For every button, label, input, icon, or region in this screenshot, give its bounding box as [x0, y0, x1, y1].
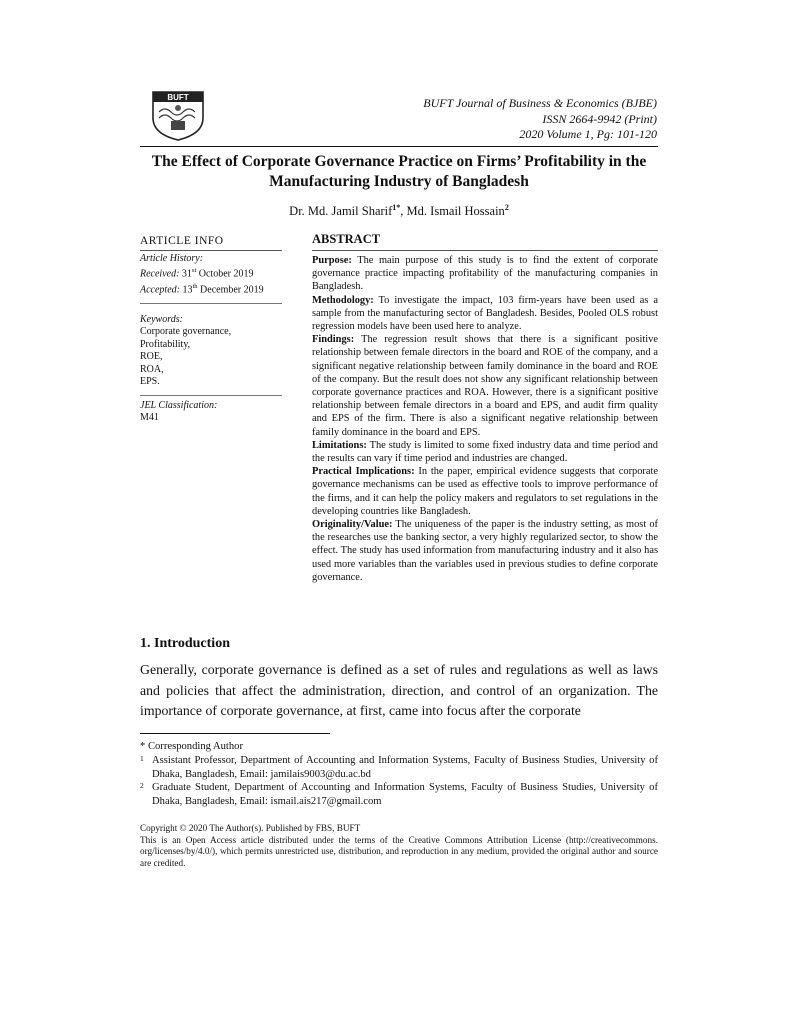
introduction-paragraph: Generally, corporate governance is defined as a set of rules and regulations as well as laws and policies that affect the administration, direction, and control of an organization. The importance of corporate governance, at first, came into focus after the corporate: [140, 662, 658, 718]
keyword-item: ROE,: [140, 351, 163, 363]
jel-label: JEL Classification:: [140, 399, 218, 411]
footnote-divider: [140, 733, 330, 734]
author-2-marker: 2: [504, 203, 509, 212]
copyright-notice: [140, 823, 658, 869]
author-separator: ,: [400, 204, 407, 219]
section-heading-introduction: 1. Introduction: [140, 636, 230, 651]
footnotes: [140, 740, 658, 809]
abstract-limitations: Limitations: The study is limited to some fixed industry data and time period and the results can vary if time period and industries are changed.: [312, 439, 658, 465]
abstract-findings: Findings: The regression result shows that there is a significant positive relationship between female directors in the board and ROE of the company, and a significant negative relationship between family dominance in the board and ROE of the company. But the result does not show any significant relationship between corporate governance practices and ROA. However, there is a significant positive relationship between female directors in a board and EPS, and audit firm quality and EPS of the firm. There is also a significant negative relationship between family dominance in the board and EPS.: [312, 334, 658, 438]
received-date: Received: 31st October 2019: [140, 267, 254, 280]
author-2-name: Md. Ismail Hossain: [406, 204, 505, 219]
abstract-heading: ABSTRACT: [312, 232, 658, 251]
footnote-corresponding: * Corresponding Author: [140, 741, 243, 752]
keyword-item: Profitability,: [140, 338, 191, 350]
abstract-purpose: Purpose: The main purpose of this study is to find the extent of corporate governance practice impacting profitability of the manufacturing companies in Bangladesh.: [312, 255, 658, 293]
abstract-practical-implications: Practical Implications: In the paper, empirical evidence suggests that corporate governance mechanisms can be used as effective tools to improve performance of the firms, and it can help the policy makers and regulators to set regulations in the developing countries like Bangladesh.: [312, 466, 658, 517]
license-text: This is an Open Access article distributed under the terms of the Creative Commons Attribution License (http://creativecommons. org/licenses/by/4.0/), which permits unrestricted use, distribution, and reproduction in any medium, provided the original author and source are credited.: [140, 834, 658, 868]
footnote-1: 1 Assistant Professor, Department of Accounting and Information Systems, Faculty of Business Studies, University of Dhaka, Bangladesh, Email: jamilais9003@du.ac.bd: [140, 753, 658, 780]
accepted-date: Accepted: 13th December 2019: [140, 282, 264, 296]
jel-block: [140, 396, 282, 425]
logo-text: BUFT: [167, 93, 189, 102]
journal-header: [423, 96, 657, 143]
keyword-item: EPS.: [140, 376, 160, 388]
abstract-originality: Originality/Value: The uniqueness of the paper is the industry setting, as most of the researches use the banking sector, a very highly regularized sector, to show the effect. The study has used information from manufacturing industry and it also has used more variables than the variables used in previous studies to define corporate governance.: [312, 519, 658, 583]
jel-code: M41: [140, 412, 159, 424]
journal-volume: 2020 Volume 1, Pg: 101-120: [519, 127, 657, 141]
keywords-block: [140, 304, 282, 396]
abstract-panel: [312, 232, 658, 584]
article-info-heading: ARTICLE INFO: [140, 235, 282, 251]
author-1-name: Dr. Md. Jamil Sharif: [289, 204, 393, 219]
article-history-label: Article History:: [140, 252, 204, 264]
buft-logo-icon: [145, 88, 211, 142]
article-history-block: [140, 251, 282, 304]
author-1-marker: 1*: [392, 203, 401, 212]
journal-issn: ISSN 2664-9942 (Print): [542, 111, 657, 126]
keyword-item: ROA,: [140, 363, 164, 375]
footnote-2: 2 Graduate Student, Department of Accounting and Information Systems, Faculty of Business Studies, University of Dhaka, Bangladesh, Email: ismail.ais217@gmail.com: [140, 781, 658, 808]
keyword-item: Corporate governance,: [140, 326, 232, 338]
article-info-panel: [140, 235, 282, 425]
author-line: [140, 203, 658, 219]
copyright-line: Copyright © 2020 The Author(s). Published by FBS, BUFT: [140, 823, 361, 833]
paper-title: The Effect of Corporate Governance Practice on Firms’ Profitability in the Manufacturing Industry of Bangladesh: [151, 153, 647, 190]
abstract-methodology: Methodology: To investigate the impact, 103 firm-years have been used as a sample from the manufacturing sector of Bangladesh. Besides, Pooled OLS robust regression models have been used here to analyze.: [312, 294, 658, 333]
journal-name: BUFT Journal of Business & Economics (BJBE): [423, 96, 657, 110]
keywords-label: Keywords:: [140, 313, 183, 325]
header-divider: [140, 146, 658, 147]
